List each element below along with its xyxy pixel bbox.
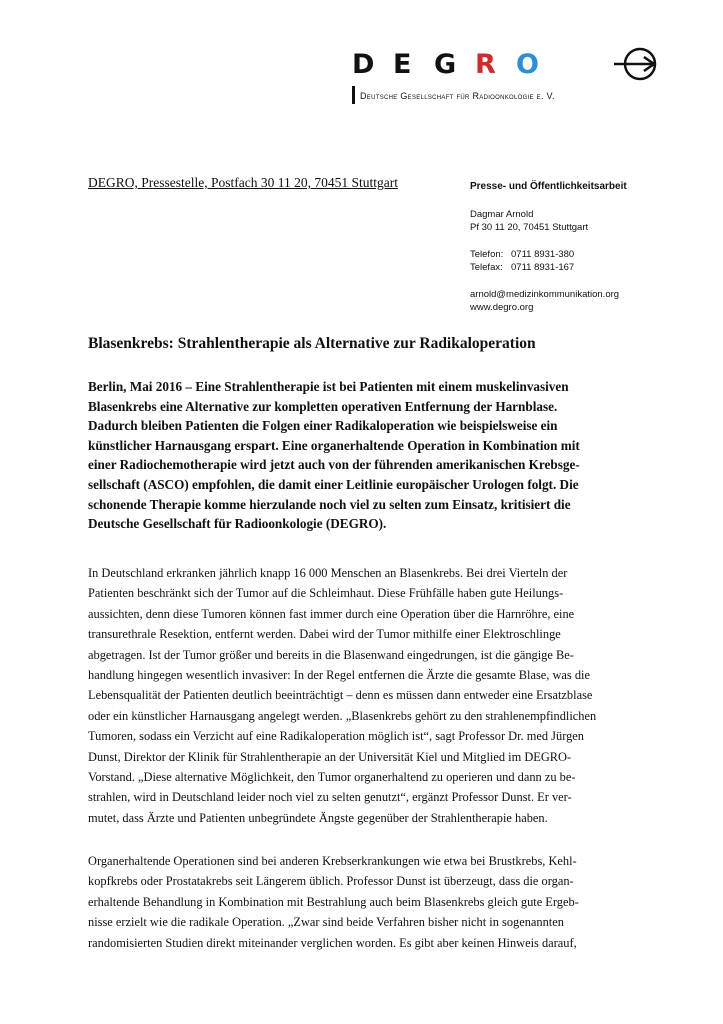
lead-line: künstlicher Harnausgang erspart. Eine organerhaltende Operation in Kombination mit [88, 437, 580, 453]
lead-line: Blasenkrebs eine Alternative zur kompletten operativen Entfernung der Harnblase. [88, 398, 558, 414]
body-line: Lebensqualität der Patienten deutlich beeinträchtigt – denn es müssen dann entweder eine Ersatzblase [88, 688, 593, 703]
body-line: In Deutschland erkranken jährlich knapp 16 000 Menschen an Blasenkrebs. Bei drei Vierteln der [88, 566, 568, 580]
logo-rule [352, 86, 355, 104]
body-line: Vorstand. „Diese alternative Möglichkeit, den Tumor organerhaltend zu operieren und dann zu be- [88, 770, 576, 785]
fax-label: Telefax: [470, 262, 503, 273]
body-line: erhaltende Behandlung in Kombination mit Bestrahlung auch beim Blasenkrebs gleich gute Ergeb- [88, 894, 579, 909]
press-contact-block [470, 180, 700, 315]
logo-wordmark [352, 46, 557, 82]
lead-line: Dadurch bleiben Patienten die Folgen einer Radikaloperation wie beispielsweise ein [88, 418, 558, 434]
body-paragraph-2 [88, 851, 648, 953]
body-line: randomisierten Studien direkt miteinander verglichen worden. Es gibt aber keinen Hinweis darauf, [88, 935, 577, 950]
body-line: Organerhaltende Operationen sind bei anderen Krebserkrankungen wie etwa bei Brustkrebs, Kehl- [88, 854, 577, 868]
sender-address-line: DEGRO, Pressestelle, Postfach 30 11 20, 70451 Stuttgart [88, 175, 398, 190]
contact-address: Pf 30 11 20, 70451 Stuttgart [470, 222, 589, 233]
body-line: nisse erzielt wie die radikale Operation. „Zwar sind beide Verfahren bisher nicht in sogenannten [88, 915, 564, 930]
body-line: Tumoren, sodass ein Verzicht auf eine Radikaloperation möglich ist“, sagt Professor Dr. med Jürgen [88, 729, 584, 744]
fax-number: 0711 8931-167 [511, 262, 575, 273]
lead-line: sellschaft (ASCO) empfohlen, die damit einer Leitlinie europäischer Urologen folgt. Die [88, 476, 579, 492]
contact-fax-row [470, 261, 700, 275]
logo-letter-g: G [434, 48, 457, 80]
body-line: Dunst, Direktor der Klinik für Strahlentherapie an der Universität Kiel und Mitglied im DEGRO- [88, 749, 572, 764]
contact-website: www.degro.org [470, 302, 534, 313]
logo-letter-r: R [475, 48, 496, 80]
lead-line: einer Radiochemotherapie wird jetzt auch von der führenden amerikanischen Krebsge- [88, 457, 580, 473]
contact-heading: Presse- und Öffentlichkeitsarbeit [470, 181, 627, 192]
lead-line: schonende Therapie komme hierzulande noch viel zu selten zum Einsatz, kritisiert die [88, 496, 571, 512]
body-line: strahlen, wird in Deutschland leider noch viel zu selten genutzt“, ergänzt Professor Dunst. Er ver- [88, 790, 572, 805]
logo-letter-e: E [393, 48, 412, 80]
body-line: Patienten beschränkt sich der Tumor auf die Schleimhaut. Diese Frühfälle haben gute Heilungs- [88, 586, 564, 601]
body-line: aussichten, denn diese Tumoren können fast immer durch eine Operation über die Harnröhre, eine [88, 606, 575, 621]
degro-logo [352, 46, 662, 116]
logo-tagline: Deutsche Gesellschaft für Radioonkologie e. V. [360, 91, 555, 101]
body-line: transurethrale Resektion, entfernt werden. Dabei wird der Tumor mithilfe einer Elektroschlinge [88, 627, 561, 642]
body-line: handlung hingegen wesentlich invasiver: In der Regel entfernen die Ärzte die gesamte Blase, was die [88, 668, 590, 683]
lead-line: Deutsche Gesellschaft für Radioonkologie (DEGRO). [88, 516, 387, 532]
logo-letter-d: D [352, 48, 375, 80]
logo-letter-o: O [516, 48, 539, 80]
press-release-headline: Blasenkrebs: Strahlentherapie als Alternative zur Radikaloperation [88, 335, 536, 352]
contact-email: arnold@medizinkommunikation.org [470, 288, 620, 300]
contact-name: Dagmar Arnold [470, 208, 534, 220]
lead-paragraph [88, 377, 648, 534]
body-line: abgetragen. Ist der Tumor größer und bereits in die Blasenwand eingedrungen, ist die gängige Be- [88, 647, 574, 662]
body-line: mutet, dass Ärzte und Patienten unbegründete Ängste gegenüber der Strahlentherapie haben. [88, 810, 548, 825]
lead-line: Berlin, Mai 2016 – Eine Strahlentherapie ist bei Patienten mit einem muskelinvasiven [88, 379, 569, 394]
circle-arrow-icon [614, 46, 662, 82]
phone-label: Telefon: [470, 248, 504, 260]
phone-number: 0711 8931-380 [511, 248, 575, 260]
body-paragraph-1 [88, 563, 648, 828]
contact-phone-row [470, 248, 700, 262]
body-line: oder ein künstlicher Harnausgang angelegt werden. „Blasenkrebs gehört zu den strahlenempfindlichen [88, 708, 597, 723]
body-line: kopfkrebs oder Prostatakrebs seit Längerem üblich. Professor Dunst ist überzeugt, dass die organ- [88, 874, 574, 889]
